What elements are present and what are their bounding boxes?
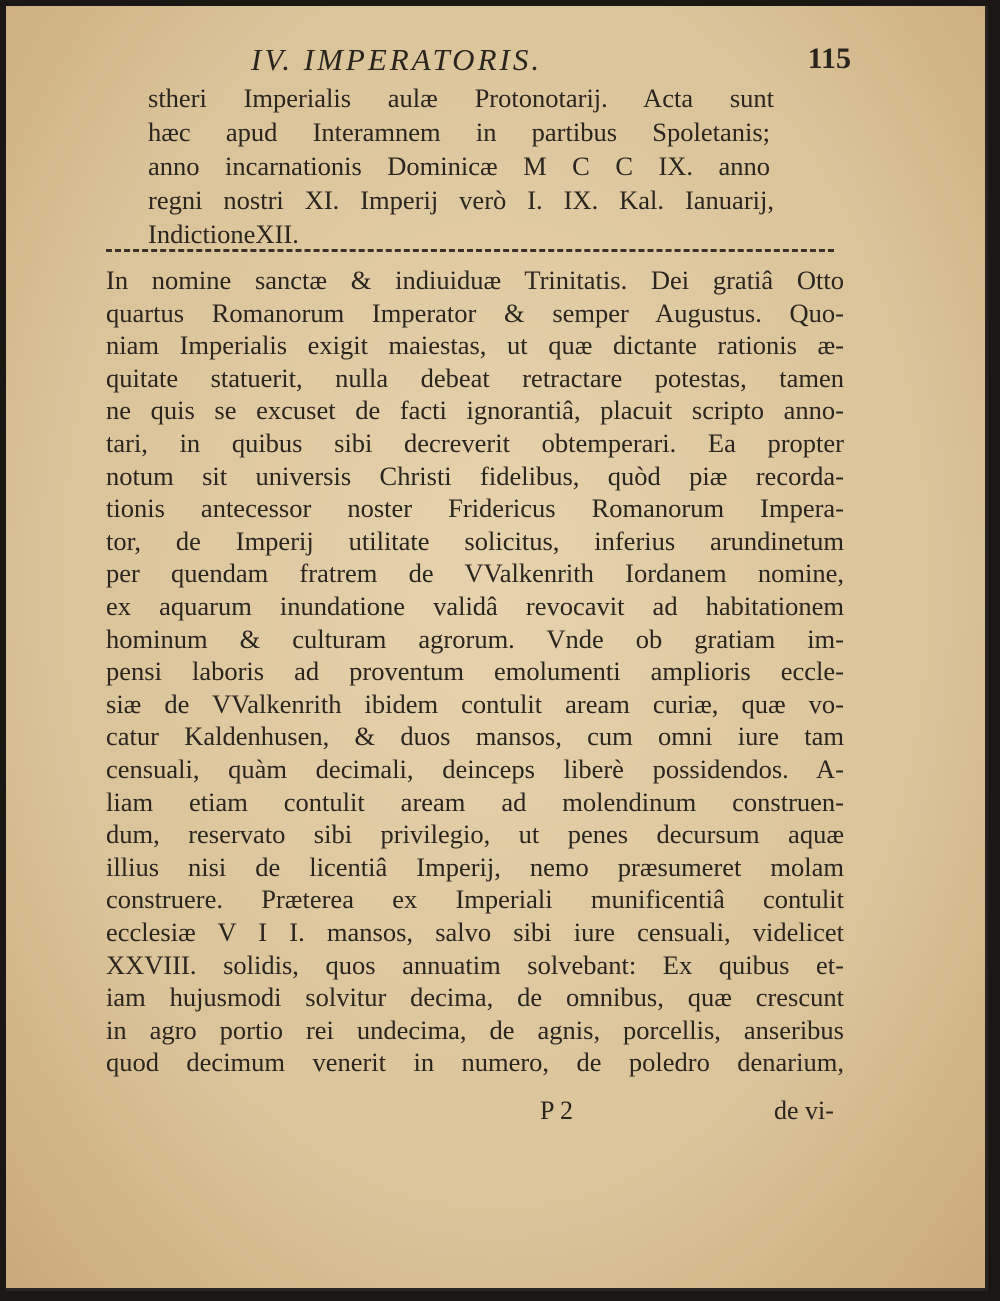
text-line: in agro portio rei undecima, de agnis, porcellis, anseribus — [106, 1014, 844, 1045]
text-line: ex aquarum inundatione validâ revocavit ad habitationem — [106, 591, 844, 621]
running-title: IV. IMPERATORIS. — [251, 42, 543, 77]
text-line: liam etiam contulit aream ad molendinum construen- — [106, 786, 844, 817]
text-line: hominum & culturam agrorum. Vnde ob gratiam im- — [106, 623, 844, 654]
text-line: quod decimum venerit in numero, de poledro denarium, — [106, 1047, 844, 1078]
text-line: iam hujusmodi solvitur decima, de omnibus, quæ crescunt — [106, 982, 844, 1013]
text-line: siæ de VValkenrith ibidem contulit aream curiæ, quæ vo- — [106, 688, 844, 719]
text-line: censuali, quàm decimali, deinceps liberè possidendos. A- — [106, 754, 844, 784]
text-line: In nomine sanctæ & indiuiduæ Trinitatis. Dei gratiâ Otto — [106, 265, 844, 295]
section-divider — [106, 249, 834, 252]
text-line: per quendam fratrem de VValkenrith Iordanem nomine, — [106, 558, 844, 589]
text-line: hæc apud Interamnem in partibus Spoletanis; — [148, 117, 770, 147]
text-line: stheri Imperialis aulæ Protonotarij. Acta sunt — [148, 83, 774, 113]
book-page — [6, 6, 988, 1291]
signature-mark: P 2 — [540, 1096, 573, 1125]
text-line: ecclesiæ V I I. mansos, salvo sibi iure censuali, videlicet — [106, 917, 844, 947]
text-line: pensi laboris ad proventum emolumenti amplioris eccle- — [106, 656, 844, 687]
text-line: anno incarnationis Dominicæ M C C IX. anno — [148, 151, 770, 181]
text-line: regni nostri XI. Imperij verò I. IX. Kal. Ianuarij, — [148, 185, 774, 215]
text-line: construere. Præterea ex Imperiali munificentiâ contulit — [106, 884, 844, 915]
text-line: tionis antecessor noster Fridericus Romanorum Impera- — [106, 493, 844, 524]
text-line: ne quis se excuset de facti ignorantiâ, placuit scripto anno- — [106, 395, 844, 426]
page-header — [251, 42, 851, 82]
text-line: tari, in quibus sibi decreverit obtemperari. Ea propter — [106, 428, 844, 458]
text-line: dum, reservato sibi privilegio, ut penes decursum aquæ — [106, 819, 844, 850]
text-line: tor, de Imperij utilitate solicitus, inferius arundinetum — [106, 525, 844, 556]
text-line: quitate statuerit, nulla debeat retractare potestas, tamen — [106, 362, 844, 393]
page-number: 115 — [807, 42, 851, 75]
text-line: notum sit universis Christi fidelibus, quòd piæ recorda- — [106, 460, 844, 491]
text-line: IndictioneXII. — [148, 219, 299, 249]
text-line: catur Kaldenhusen, & duos mansos, cum omni iure tam — [106, 721, 844, 752]
text-line: niam Imperialis exigit maiestas, ut quæ dictante rationis æ- — [106, 330, 844, 361]
text-line: XXVIII. solidis, quos annuatim solvebant: Ex quibus et- — [106, 949, 844, 980]
catchword: de vi- — [774, 1096, 834, 1125]
text-line: illius nisi de licentiâ Imperij, nemo præsumeret molam — [106, 851, 844, 882]
text-line: quartus Romanorum Imperator & semper Augustus. Quo- — [106, 297, 844, 328]
